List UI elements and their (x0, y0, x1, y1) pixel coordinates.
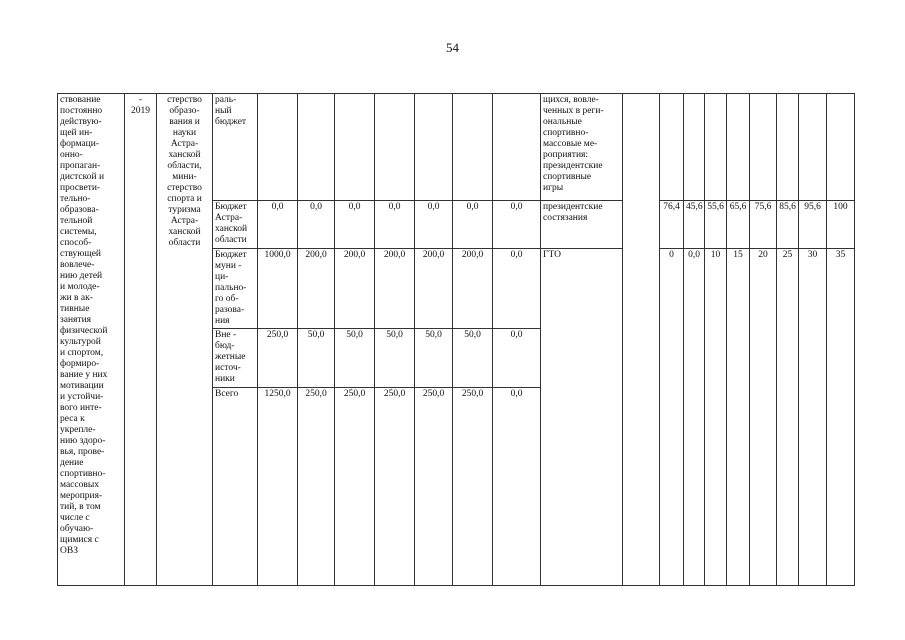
empty-cell (660, 94, 684, 201)
indicator-value-cell: 85,6 (777, 201, 799, 249)
value-cell: 0,0 (298, 201, 335, 249)
empty-cell (750, 94, 777, 201)
value-cell: 250,0 (258, 329, 298, 388)
indicator-value-cell: 30 (799, 249, 827, 586)
indicator-value-cell: 45,6 (684, 201, 705, 249)
funding-source-cell: Бюджет Астра- ханской области (213, 201, 258, 249)
funding-source-cell: Бюджет муни - ци- пально- го об- разова- ния (213, 249, 258, 329)
empty-cell (335, 94, 375, 201)
indicator-value-cell: 75,6 (750, 201, 777, 249)
value-cell: 0,0 (335, 201, 375, 249)
value-cell: 0,0 (493, 388, 541, 586)
indicator-value-cell: 25 (777, 249, 799, 586)
empty-cell (684, 94, 705, 201)
value-cell: 0,0 (493, 329, 541, 388)
value-cell: 0,0 (453, 201, 493, 249)
empty-cell (827, 94, 855, 201)
program-table (57, 93, 855, 586)
empty-cell (705, 94, 727, 201)
value-cell: 50,0 (415, 329, 453, 388)
value-cell: 200,0 (375, 249, 415, 329)
value-cell: 50,0 (335, 329, 375, 388)
indicator-cell: президентские состязания (541, 201, 623, 249)
indicator-cell: ГТО (541, 249, 623, 586)
funding-source-cell: Всего (213, 388, 258, 586)
value-cell: 200,0 (298, 249, 335, 329)
value-cell: 200,0 (335, 249, 375, 329)
indicator-value-cell: 95,6 (799, 201, 827, 249)
period-cell: - 2019 (125, 94, 157, 586)
unit-cell (623, 94, 660, 586)
indicator-value-cell: 20 (750, 249, 777, 586)
value-cell: 250,0 (453, 388, 493, 586)
value-cell: 50,0 (375, 329, 415, 388)
value-cell: 250,0 (335, 388, 375, 586)
value-cell: 0,0 (415, 201, 453, 249)
indicator-value-cell: 65,6 (727, 201, 750, 249)
empty-cell (415, 94, 453, 201)
activity-description-cell: ствование постоянно действую- щей ин- формаци- онно- пропаган- дистской и просвети- тельно- образова- тельной системы, способ- ствующей вовлече- нию детей и молоде- жи в ак- тивные занятия физической культурой и спортом, формиро- вание у них мотивации и устойчи- вого инте- реса к укрепле- нию здоро- вья, прове- дение спортивно- массовых мероприя- тий, в том числе с обучаю- щимися с ОВЗ (58, 94, 125, 586)
indicator-value-cell: 15 (727, 249, 750, 586)
value-cell: 250,0 (415, 388, 453, 586)
value-cell: 50,0 (453, 329, 493, 388)
indicator-value-cell: 0 (660, 249, 684, 586)
value-cell: 0,0 (375, 201, 415, 249)
empty-cell (453, 94, 493, 201)
value-cell: 200,0 (415, 249, 453, 329)
empty-cell (298, 94, 335, 201)
empty-cell (493, 94, 541, 201)
empty-cell (727, 94, 750, 201)
indicator-cell: щихся, вовле- ченных в реги- ональные спортивно- массовые ме- роприятия: президентские спортивные игры (541, 94, 623, 201)
value-cell: 200,0 (453, 249, 493, 329)
indicator-value-cell: 76,4 (660, 201, 684, 249)
indicator-value-cell: 10 (705, 249, 727, 586)
value-cell: 50,0 (298, 329, 335, 388)
value-cell: 0,0 (493, 249, 541, 329)
empty-cell (777, 94, 799, 201)
value-cell: 1250,0 (258, 388, 298, 586)
empty-cell (375, 94, 415, 201)
funding-source-cell: раль- ный бюджет (213, 94, 258, 201)
empty-cell (799, 94, 827, 201)
value-cell: 250,0 (298, 388, 335, 586)
value-cell: 250,0 (375, 388, 415, 586)
indicator-value-cell: 55,6 (705, 201, 727, 249)
page-number: 54 (446, 40, 459, 55)
empty-cell (258, 94, 298, 201)
value-cell: 0,0 (258, 201, 298, 249)
executor-cell: стерство образо- вания и науки Астра- ханской области, мини- стерство спорта и туризма Астра- ханской области (157, 94, 213, 586)
value-cell: 1000,0 (258, 249, 298, 329)
value-cell: 0,0 (493, 201, 541, 249)
indicator-value-cell: 100 (827, 201, 855, 249)
funding-source-cell: Вне - бюд- жетные источ- ники (213, 329, 258, 388)
indicator-value-cell: 35 (827, 249, 855, 586)
indicator-value-cell: 0,0 (684, 249, 705, 586)
